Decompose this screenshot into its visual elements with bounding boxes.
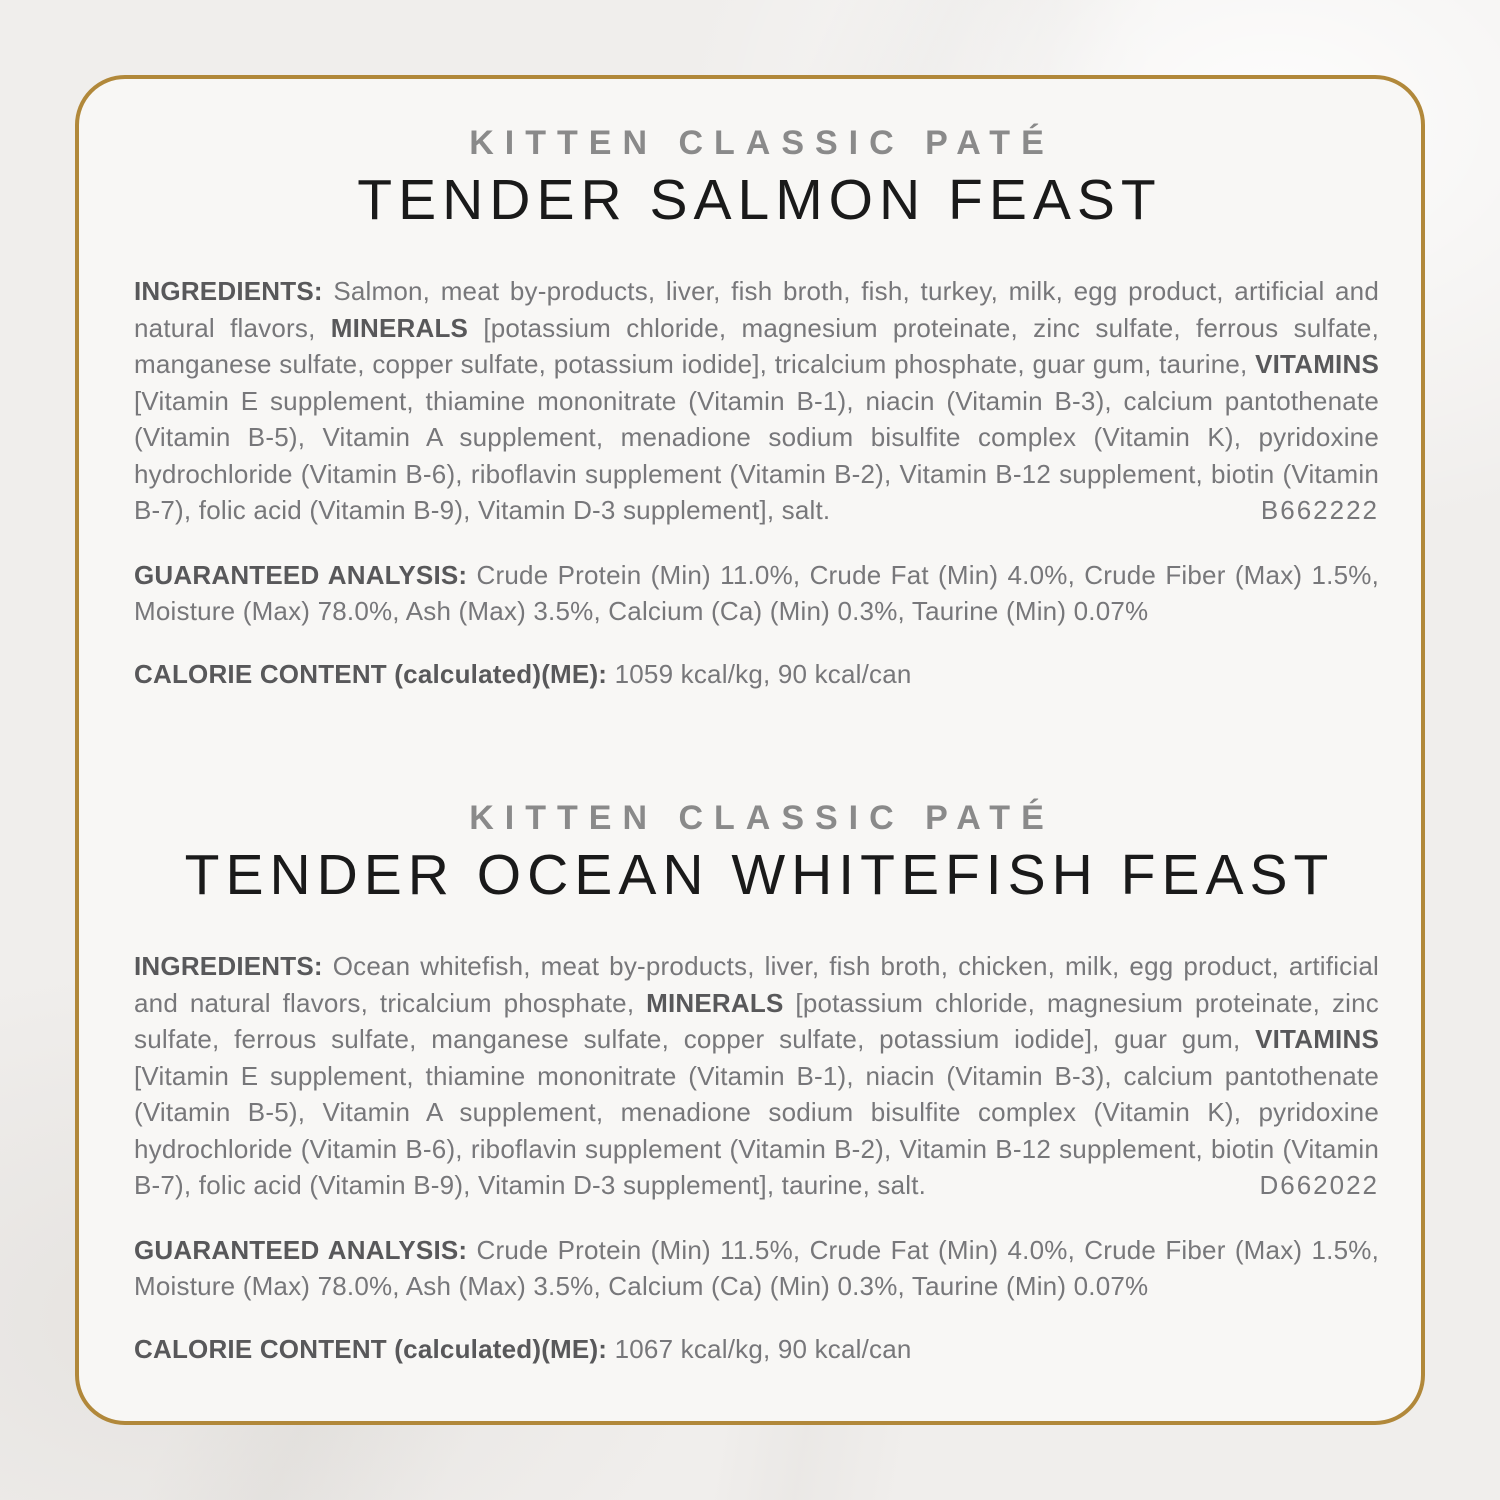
batch-code: D662022 bbox=[1259, 1170, 1379, 1200]
guaranteed-analysis-paragraph bbox=[134, 1232, 1379, 1305]
product-section-whitefish bbox=[134, 798, 1379, 1367]
ingredients-label: INGREDIENTS: bbox=[134, 276, 323, 306]
vitamins-label: VITAMINS bbox=[1255, 1024, 1379, 1054]
minerals-label: MINERALS bbox=[330, 312, 469, 343]
ingredients-text-3: [Vitamin E supplement, thiamine mononitrate (Vitamin B-1), niacin (Vitamin B-3), calcium pantothenate (Vitamin B-5), Vitamin A supplement, menadione sodium bisulfite complex (Vitamin K), pyridoxine hydrochloride (Vitamin B-6), riboflavin supplement (Vitamin B-2), Vitamin B-12 supplement, biotin (Vitamin B-7), folic acid (Vitamin B-9), Vitamin D-3 supplement], taurine, salt. bbox=[134, 1060, 1379, 1200]
guaranteed-analysis-label: GUARANTEED ANALYSIS: bbox=[134, 559, 468, 590]
product-line-name: KITTEN CLASSIC PATÉ bbox=[469, 124, 1055, 162]
ingredients-text-2: [potassium chloride, magnesium proteinate, zinc sulfate, ferrous sulfate, manganese sulfate, copper sulfate, potassium iodide], guar gum, bbox=[134, 987, 1379, 1054]
calorie-content-paragraph bbox=[134, 1331, 1379, 1368]
ingredients-paragraph bbox=[134, 948, 1379, 1204]
product-section-salmon bbox=[134, 123, 1379, 692]
ingredients-text-2: [potassium chloride, magnesium proteinate, zinc sulfate, ferrous sulfate, manganese sulfate, copper sulfate, potassium iodide], tricalcium phosphate, guar gum, taurine, bbox=[134, 312, 1380, 379]
ingredients-label: INGREDIENTS: bbox=[134, 951, 323, 981]
guaranteed-analysis-label: GUARANTEED ANALYSIS: bbox=[134, 1234, 468, 1265]
minerals-label: MINERALS bbox=[646, 987, 784, 1018]
product-title: TENDER SALMON FEAST bbox=[357, 168, 1162, 232]
calorie-content-label: CALORIE CONTENT (calculated)(ME): bbox=[134, 658, 608, 689]
calorie-content-text: 1059 kcal/kg, 90 kcal/can bbox=[607, 658, 912, 689]
guaranteed-analysis-paragraph bbox=[134, 557, 1379, 630]
product-line-name: KITTEN CLASSIC PATÉ bbox=[469, 799, 1055, 837]
calorie-content-paragraph bbox=[134, 656, 1379, 693]
product-title: TENDER OCEAN WHITEFISH FEAST bbox=[184, 843, 1335, 907]
guaranteed-analysis-text: Crude Protein (Min) 11.0%, Crude Fat (Min) 4.0%, Crude Fiber (Max) 1.5%, Moisture (Max) 78.0%, Ash (Max) 3.5%, Calcium (Ca) (Min) 0.3%, Taurine (Min) 0.07% bbox=[134, 559, 1379, 626]
calorie-content-label: CALORIE CONTENT (calculated)(ME): bbox=[134, 1333, 608, 1364]
ingredients-text-3: [Vitamin E supplement, thiamine mononitrate (Vitamin B-1), niacin (Vitamin B-3), calcium pantothenate (Vitamin B-5), Vitamin A supplement, menadione sodium bisulfite complex (Vitamin K), pyridoxine hydrochloride (Vitamin B-6), riboflavin supplement (Vitamin B-2), Vitamin B-12 supplement, biotin (Vitamin B-7), folic acid (Vitamin B-9), Vitamin D-3 supplement], salt. bbox=[134, 385, 1379, 525]
vitamins-label: VITAMINS bbox=[1255, 349, 1379, 379]
calorie-content-text: 1067 kcal/kg, 90 kcal/can bbox=[607, 1333, 912, 1364]
ingredients-text-1: Ocean whitefish, meat by-products, liver, fish broth, chicken, milk, egg product, artificial and natural flavors, tricalcium phosphate, bbox=[134, 951, 1379, 1018]
product-label-card bbox=[75, 75, 1425, 1425]
guaranteed-analysis-text: Crude Protein (Min) 11.5%, Crude Fat (Min) 4.0%, Crude Fiber (Max) 1.5%, Moisture (Max) 78.0%, Ash (Max) 3.5%, Calcium (Ca) (Min) 0.3%, Taurine (Min) 0.07% bbox=[134, 1234, 1379, 1301]
ingredients-text-1: Salmon, meat by-products, liver, fish broth, fish, turkey, milk, egg product, artificial and natural flavors, bbox=[134, 276, 1379, 343]
batch-code: B662222 bbox=[1260, 495, 1379, 525]
ingredients-paragraph bbox=[134, 273, 1379, 529]
